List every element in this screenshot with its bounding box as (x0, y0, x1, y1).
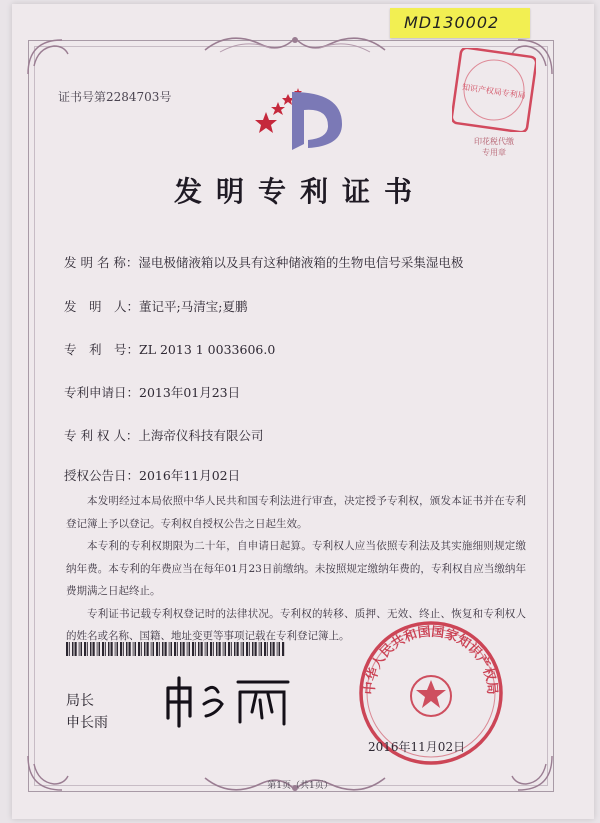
field-patent-number (64, 340, 275, 358)
certificate-title: 发明专利证书 (173, 175, 426, 208)
field-invention-name (64, 253, 463, 271)
field-value: ZL 2013 1 0033606.0 (139, 342, 276, 357)
field-label: 发 明 人： (64, 299, 140, 314)
tax-stamp-label: 印花税代缴专用章 (474, 137, 514, 157)
field-label: 授权公告日： (64, 468, 140, 483)
field-patentee (64, 426, 263, 444)
page-number: 第1页（共1页） (267, 781, 333, 791)
field-application-date (64, 383, 240, 401)
tax-stamp-seal (452, 48, 536, 132)
director-title: 局长 (66, 693, 94, 709)
certificate-number: 证书号第2284703号 (58, 90, 172, 104)
field-value: 2016年11月02日 (139, 468, 241, 483)
body-paragraph: 本专利的专利权期限为二十年，自申请日起算。专利权人应当依照专利法及其实施细则规定缴纳年费。本专利的年费应当在每年01月23日前缴纳。未按照规定缴纳年费的，专利权自应当缴纳年费期满之日起终止。 (66, 540, 526, 597)
body-paragraph: 专利证书记载专利权登记时的法律状况。专利权的转移、质押、无效、终止、恢复和专利权人的姓名或名称、国籍、地址变更等事项记载在专利登记簿上。 (66, 607, 526, 642)
field-label: 专 利 号： (64, 342, 140, 357)
svg-text:知识产权局专利局: 知识产权局专利局 (461, 82, 527, 101)
director-name: 申长雨 (66, 715, 108, 731)
top-ornament (200, 30, 390, 56)
field-grant-date (64, 466, 240, 484)
corner-ornament-tl (24, 36, 94, 76)
issue-date: 2016年11月02日 (368, 740, 466, 754)
field-value: 湿电极储液箱以及具有这种储液箱的生物电信号采集湿电极 (138, 255, 464, 270)
field-value: 上海帝仪科技有限公司 (138, 428, 264, 443)
field-label: 专 利 权 人： (64, 428, 139, 443)
director-signature (160, 670, 300, 730)
barcode (66, 642, 286, 656)
sticky-note (390, 8, 530, 38)
patent-office-logo (248, 80, 348, 160)
field-value: 2013年01月23日 (139, 385, 241, 400)
field-value: 董记平;马清宝;夏鹏 (139, 299, 248, 314)
field-label: 发 明 名 称： (64, 255, 139, 270)
body-paragraph: 本发明经过本局依照中华人民共和国专利法进行审查，决定授予专利权，颁发本证书并在专利登记簿上予以登记。专利权自授权公告之日起生效。 (66, 495, 526, 530)
sticky-note-text: MD130002 (404, 13, 500, 32)
svg-text:中华人民共和国国家知识产权局: 中华人民共和国国家知识产权局 (362, 624, 500, 696)
field-label: 专利申请日： (64, 385, 140, 400)
field-inventor (64, 297, 247, 315)
